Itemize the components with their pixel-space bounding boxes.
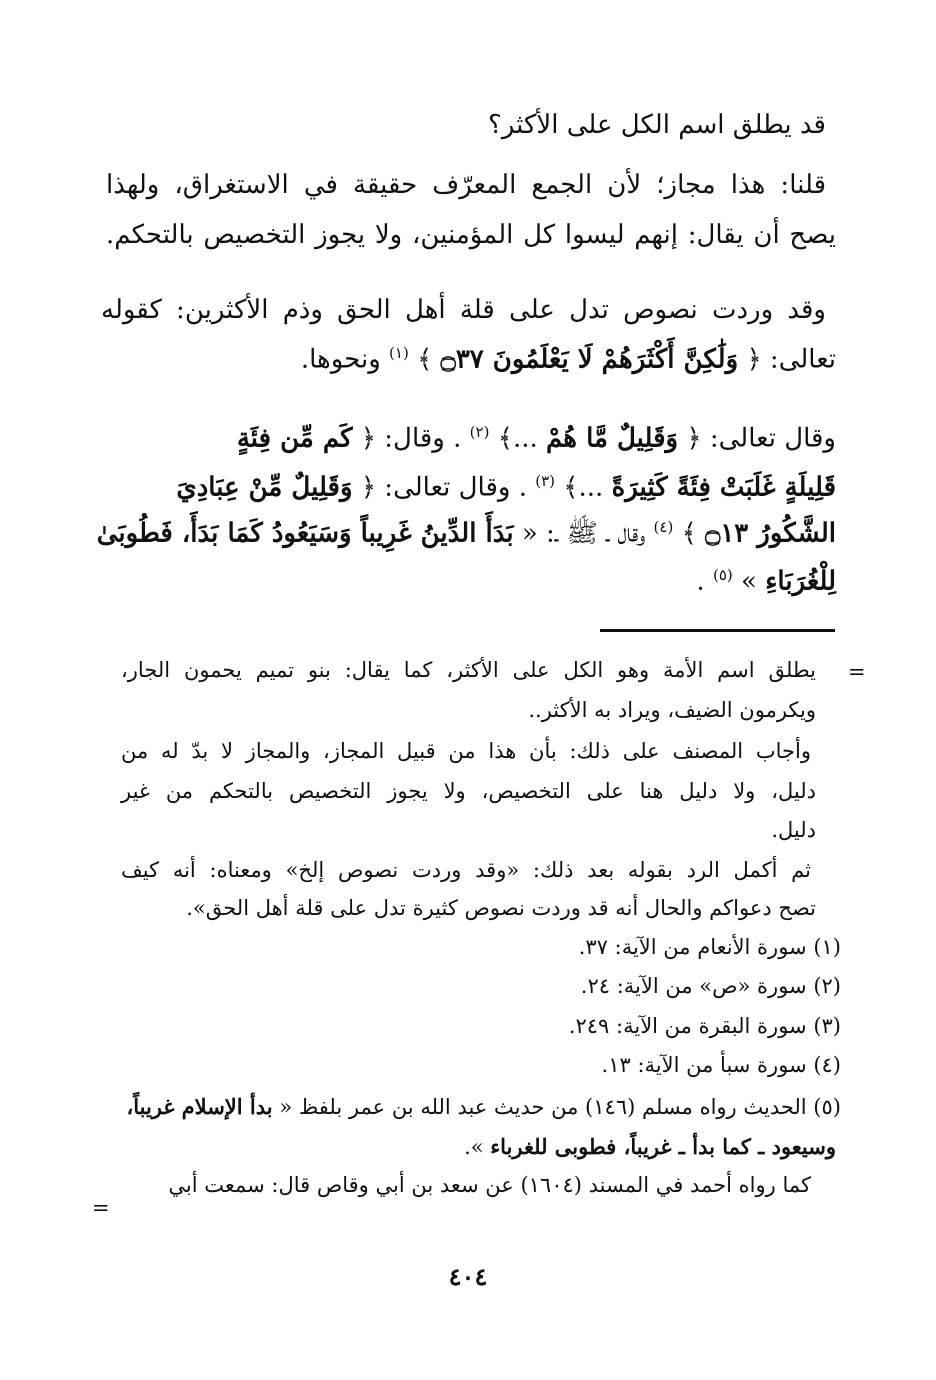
footnote-line-10: (٣) سورة البقرة من الآية: ٢٤٩. [568, 1014, 841, 1038]
main-line-7 [176, 474, 836, 501]
main-line-6 [237, 425, 836, 452]
quran-verse: وَقَلِيلٌ مِّنْ عِبَادِيَ [176, 472, 353, 503]
footnote-ref: (٥) [712, 566, 733, 584]
footnote-line-8: (١) سورة الأنعام من الآية: ٣٧. [578, 935, 841, 959]
footnote-line-12 [126, 1096, 841, 1118]
hadith-text: لِلْغُرَبَاءِ [765, 566, 836, 597]
footnote-line-5: دليل. [771, 818, 816, 842]
hadith-text: بَدَأَ الدِّينُ غَرِيباً وَسَيَعُودُ كَمَا بَدَأَ، فَطُوبَىٰ [96, 518, 514, 549]
footnote-ref: (٤) [653, 518, 674, 536]
main-line-4: وقد وردت نصوص تدل على قلة أهل الحق وذم الأكثرين: كقوله [101, 295, 826, 325]
footnote-ref: (١) [389, 344, 409, 362]
text-segment: . وقال: ﴿ [360, 423, 462, 454]
text-segment: . [696, 566, 705, 597]
footnote-line-11: (٤) سورة سبأ من الآية: ١٣. [601, 1053, 841, 1077]
footnote-line-3: وأجاب المصنف على ذلك: بأن هذا من قبيل المجاز، والمجاز لا بدّ له من [121, 739, 811, 763]
continuation-mark: = [92, 1196, 110, 1220]
quran-verse: وَقَلِيلٌ مَّا هُمْ [546, 423, 679, 454]
text-segment: ...﴾ [497, 423, 538, 454]
footnote-line-9: (٢) سورة «ص» من الآية: ٢٤. [580, 974, 841, 998]
text-segment: ﴾ [681, 518, 697, 549]
main-line-9 [696, 568, 836, 595]
footnote-line-7: تصح دعواكم والحال أنه قد وردت نصوص كثيرة تدل على قلة أهل الحق». [186, 896, 816, 920]
quote-suffix: ونحوها. [300, 344, 381, 375]
quran-verse: وَلَٰكِنَّ أَكْثَرَهُمْ لَا يَعْلَمُونَ ۝٣٧ [440, 344, 739, 375]
quran-verse: قَلِيلَةٍ غَلَبَتْ فِئَةً كَثِيرَةً [611, 472, 836, 503]
quran-verse: كَم مِّن فِئَةٍ [236, 423, 353, 454]
text-segment: وقال تعالى: ﴿ [686, 423, 836, 454]
footnote-line-4: دليل، ولا دليل هنا على التخصيص، ولا يجوز التخصيص بالتحكم من غير [121, 779, 816, 803]
page-number: ٤٠٤ [448, 1262, 488, 1291]
quote-close: ﴾ [417, 344, 433, 375]
text-segment: ». [464, 1135, 484, 1159]
footnote-line-1: يطلق اسم الأمة وهو الكل على الأكثر، كما يقال: بنو تميم يحمون الجار، [121, 658, 816, 682]
footnote-line-13 [464, 1136, 836, 1158]
footnote-ref: (٣) [535, 472, 556, 490]
main-line-3: يصح أن يقال: إنهم ليسوا كل المؤمنين، ولا يجوز التخصيص بالتحكم. [106, 220, 836, 250]
footnote-separator [600, 629, 835, 632]
quran-verse: الشَّكُورُ ۝١٣ [705, 518, 836, 549]
quote-prefix: تعالى: ﴿ [746, 344, 836, 375]
text-segment: . وقال تعالى: ﴿ [360, 472, 527, 503]
text-segment: (٥) الحديث رواه مسلم (١٤٦) من حديث عبد الله بن عمر بلفظ « [279, 1095, 841, 1119]
footnote-line-6: ثم أكمل الرد بقوله بعد ذلك: «وقد وردت نصوص إلخ» ومعناه: أنه كيف [121, 858, 811, 882]
main-line-5 [301, 346, 836, 373]
continuation-mark: = [848, 660, 866, 684]
main-line-1: قد يطلق اسم الكل على الأكثر؟ [488, 110, 826, 140]
footnote-line-2: ويكرمون الضيف، ويراد به الأكثر.. [528, 698, 816, 722]
text-segment: ...﴾ [563, 472, 604, 503]
footnote-ref: (٢) [469, 423, 490, 441]
text-segment: » [741, 566, 757, 597]
main-line-8 [97, 520, 836, 547]
main-line-2: قلنا: هذا مجاز؛ لأن الجمع المعرّف حقيقة في الاستغراق، ولهذا [106, 170, 826, 200]
hadith-text: بدأ الإسلام غريباً، [126, 1094, 273, 1119]
hadith-text: وسيعود ـ كما بدأ ـ غريباً، فطوبى للغرباء [490, 1134, 836, 1159]
footnote-line-14: كما رواه أحمد في المسند (١٦٠٤) عن سعد بن أبي وقاص قال: سمعت أبي [168, 1173, 811, 1197]
text-segment: وقال ـ ﷺ ـ: « [521, 518, 646, 549]
